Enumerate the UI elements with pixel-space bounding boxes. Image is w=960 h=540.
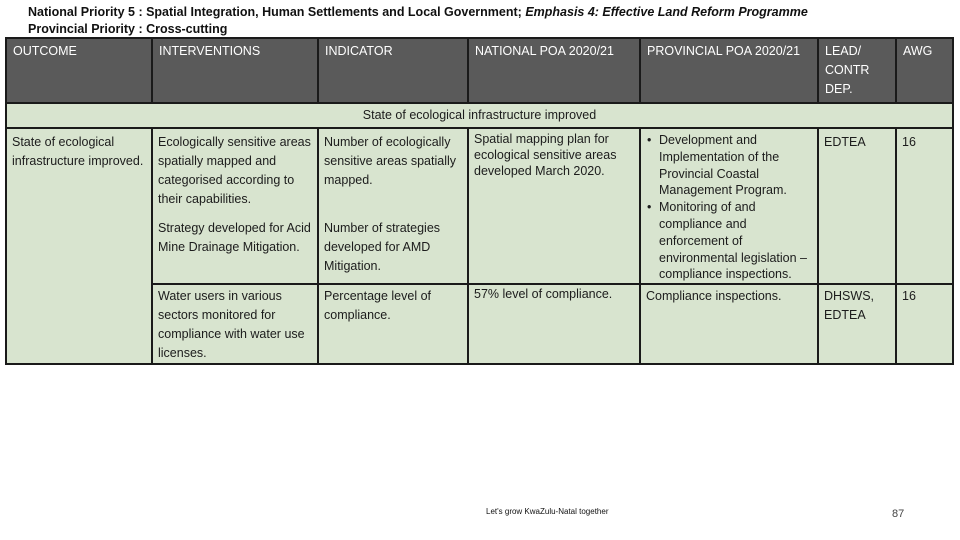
footer-tagline: Let's grow KwaZulu-Natal together [486, 507, 609, 516]
poa-table [5, 37, 954, 365]
column-header-indicator: INDICATOR [318, 38, 468, 103]
column-header-provincial-poa: PROVINCIAL POA 2020/21 [640, 38, 818, 103]
lead-cell: DHSWS, EDTEA [818, 284, 896, 364]
column-header-lead: LEAD/ CONTR DEP. [818, 38, 896, 103]
lead-cell: EDTEA [818, 128, 896, 284]
column-header-awg: AWG [896, 38, 953, 103]
provincial-poa-cell: Compliance inspections. [640, 284, 818, 364]
list-item: • Development and Implementation of the Provincial Coastal Management Program. [649, 132, 812, 199]
list-item: • Monitoring of and compliance and enforcement of environmental legislation – compliance inspections. [649, 199, 812, 283]
column-header-outcome: OUTCOME [6, 38, 152, 103]
indicator-cell: Number of ecologically sensitive areas spatially mapped. [318, 128, 468, 219]
national-poa-cell: 57% level of compliance. [468, 284, 640, 364]
awg-cell: 16 [896, 128, 953, 284]
section-row [6, 103, 953, 128]
awg-cell: 16 [896, 284, 953, 364]
column-header-interventions: INTERVENTIONS [152, 38, 318, 103]
provincial-priority-heading: Provincial Priority : Cross-cutting [28, 22, 228, 36]
national-priority-heading [28, 4, 808, 21]
indicator-cell: Number of strategies developed for AMD Mitigation. [318, 219, 468, 284]
outcome-cell: State of ecological infrastructure improved. [6, 128, 152, 364]
column-header-national-poa: NATIONAL POA 2020/21 [468, 38, 640, 103]
intervention-cell: Ecologically sensitive areas spatially mapped and categorised according to their capabilities. [152, 128, 318, 219]
national-poa-cell: Spatial mapping plan for ecological sensitive areas developed March 2020. [468, 128, 640, 284]
section-title: State of ecological infrastructure improved [6, 103, 953, 128]
emphasis-text: Emphasis 4: Effective Land Reform Programme [525, 5, 808, 19]
table-row [6, 128, 953, 219]
intervention-cell: Water users in various sectors monitored for compliance with water use licenses. [152, 284, 318, 364]
table-header-row [6, 38, 953, 103]
indicator-cell: Percentage level of compliance. [318, 284, 468, 364]
provincial-poa-cell [640, 128, 818, 284]
intervention-cell: Strategy developed for Acid Mine Drainage Mitigation. [152, 219, 318, 284]
provincial-poa-list [649, 132, 812, 283]
page-number: 87 [892, 508, 905, 520]
national-priority-text: National Priority 5 : Spatial Integration, Human Settlements and Local Government; [28, 5, 526, 19]
